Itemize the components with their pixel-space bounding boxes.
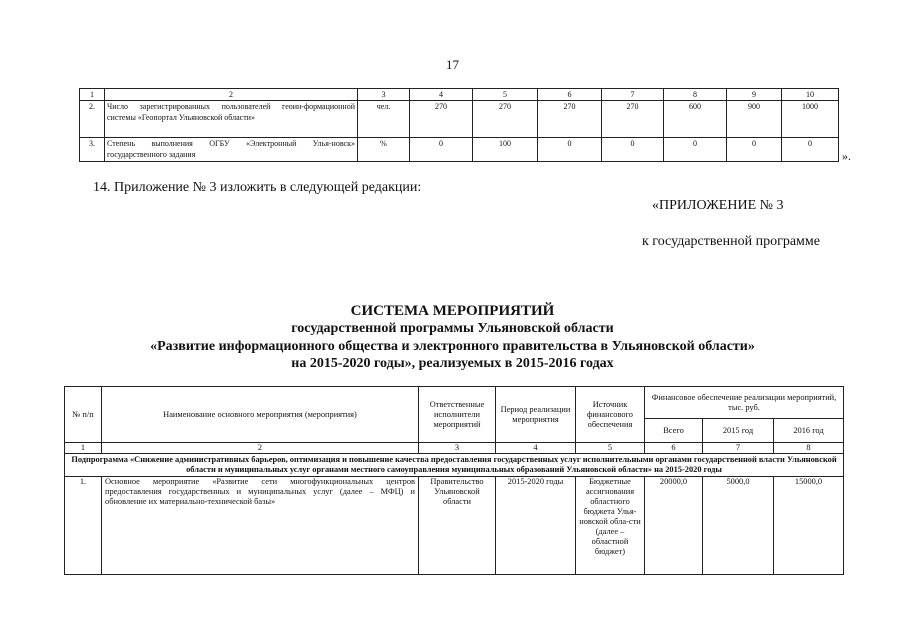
header-total: Всего (645, 419, 703, 443)
indicators-table (79, 88, 839, 162)
row-num: 2. (80, 101, 105, 138)
header-exec: Ответственные исполнители мероприятий (419, 387, 496, 443)
col-num: 1 (80, 89, 105, 101)
value-cell: 270 (473, 101, 538, 138)
column-number-row (65, 443, 844, 454)
amount-2015: 5000,0 (703, 477, 774, 575)
col-num: 1 (65, 443, 102, 454)
indicator-name: Число зарегистрированных пользователей геоин-формационной системы «Геопортал Ульяновской области» (105, 101, 358, 138)
unit: чел. (358, 101, 410, 138)
table-header-row (80, 89, 839, 101)
header-num: № п/п (65, 387, 102, 443)
period: 2015-2020 годы (496, 477, 576, 575)
header-period: Период реализации мероприятия (496, 387, 576, 443)
value-cell: 0 (727, 138, 782, 162)
executor: Правительство Ульяновской области (419, 477, 496, 575)
measures-table (64, 386, 844, 575)
value-cell: 0 (602, 138, 664, 162)
unit: % (358, 138, 410, 162)
document-subtitle: государственной программы Ульяновской области (291, 321, 614, 336)
value-cell: 270 (538, 101, 602, 138)
col-num: 3 (419, 443, 496, 454)
table-header-row (65, 387, 844, 419)
total-amount: 20000,0 (645, 477, 703, 575)
col-num: 3 (358, 89, 410, 101)
header-name-text: Наименование основного мероприятия (мероприятия) (163, 409, 357, 419)
value-cell: 270 (602, 101, 664, 138)
document-title: СИСТЕМА МЕРОПРИЯТИЙ (350, 303, 555, 319)
col-num: 7 (703, 443, 774, 454)
instruction-text: 14. Приложение № 3 изложить в следующей редакции: (93, 180, 422, 195)
col-num: 5 (473, 89, 538, 101)
value-cell: 1000 (782, 101, 839, 138)
value-cell: 270 (410, 101, 473, 138)
value-cell: 0 (664, 138, 727, 162)
col-num: 4 (410, 89, 473, 101)
col-num: 6 (538, 89, 602, 101)
row-num: 1. (65, 477, 102, 575)
subprogram-row (65, 454, 844, 477)
measure-name: Основное мероприятие «Развитие сети многофункциональных центров предоставления государственных и муниципальных услуг (далее – МФЦ) и обновление их материально-технической базы» (102, 477, 419, 575)
table-row (80, 138, 839, 162)
indicator-name: Степень выполнения ОГБУ «Электронный Улья-новск» государственного задания (105, 138, 358, 162)
col-num: 2 (102, 443, 419, 454)
header-name (102, 387, 419, 443)
value-cell: 0 (410, 138, 473, 162)
value-cell: 900 (727, 101, 782, 138)
col-num: 5 (576, 443, 645, 454)
col-num: 10 (782, 89, 839, 101)
document-subtitle: на 2015-2020 годы», реализуемых в 2015-2016 годах (291, 356, 614, 371)
col-num: 6 (645, 443, 703, 454)
value-cell: 0 (782, 138, 839, 162)
value-cell: 0 (538, 138, 602, 162)
col-num: 8 (774, 443, 844, 454)
page-number: 17 (446, 57, 459, 72)
table-row (65, 477, 844, 575)
col-num: 8 (664, 89, 727, 101)
col-num: 7 (602, 89, 664, 101)
closing-quote: ». (842, 149, 851, 163)
header-2015: 2015 год (703, 419, 774, 443)
subprogram-title: Подпрограмма «Снижение административных барьеров, оптимизация и повышение качества предоставления государственных услуг исполнительными органами государственной власти Ульяновской области и муниципальных услуг органами местного самоуправления муниципальных образований Ульяновской области» на 2015-2020 годы (65, 454, 844, 477)
col-num: 9 (727, 89, 782, 101)
amount-2016: 15000,0 (774, 477, 844, 575)
col-num: 4 (496, 443, 576, 454)
document-subtitle: «Развитие информационного общества и электронного правительства в Ульяновской области» (150, 339, 755, 354)
header-2016: 2016 год (774, 419, 844, 443)
table-row (80, 101, 839, 138)
appendix-subtitle: к государственной программе (642, 234, 820, 249)
value-cell: 100 (473, 138, 538, 162)
value-cell: 600 (664, 101, 727, 138)
appendix-label: «ПРИЛОЖЕНИЕ № 3 (652, 198, 784, 213)
col-num: 2 (105, 89, 358, 101)
funding-source: Бюджетные ассигнования областного бюджета Улья-новской обла-сти (далее – областной бюджет) (576, 477, 645, 575)
header-source: Источник финансового обеспечения (576, 387, 645, 443)
row-num: 3. (80, 138, 105, 162)
header-financing: Финансовое обеспечение реализации мероприятий, тыс. руб. (645, 387, 844, 419)
